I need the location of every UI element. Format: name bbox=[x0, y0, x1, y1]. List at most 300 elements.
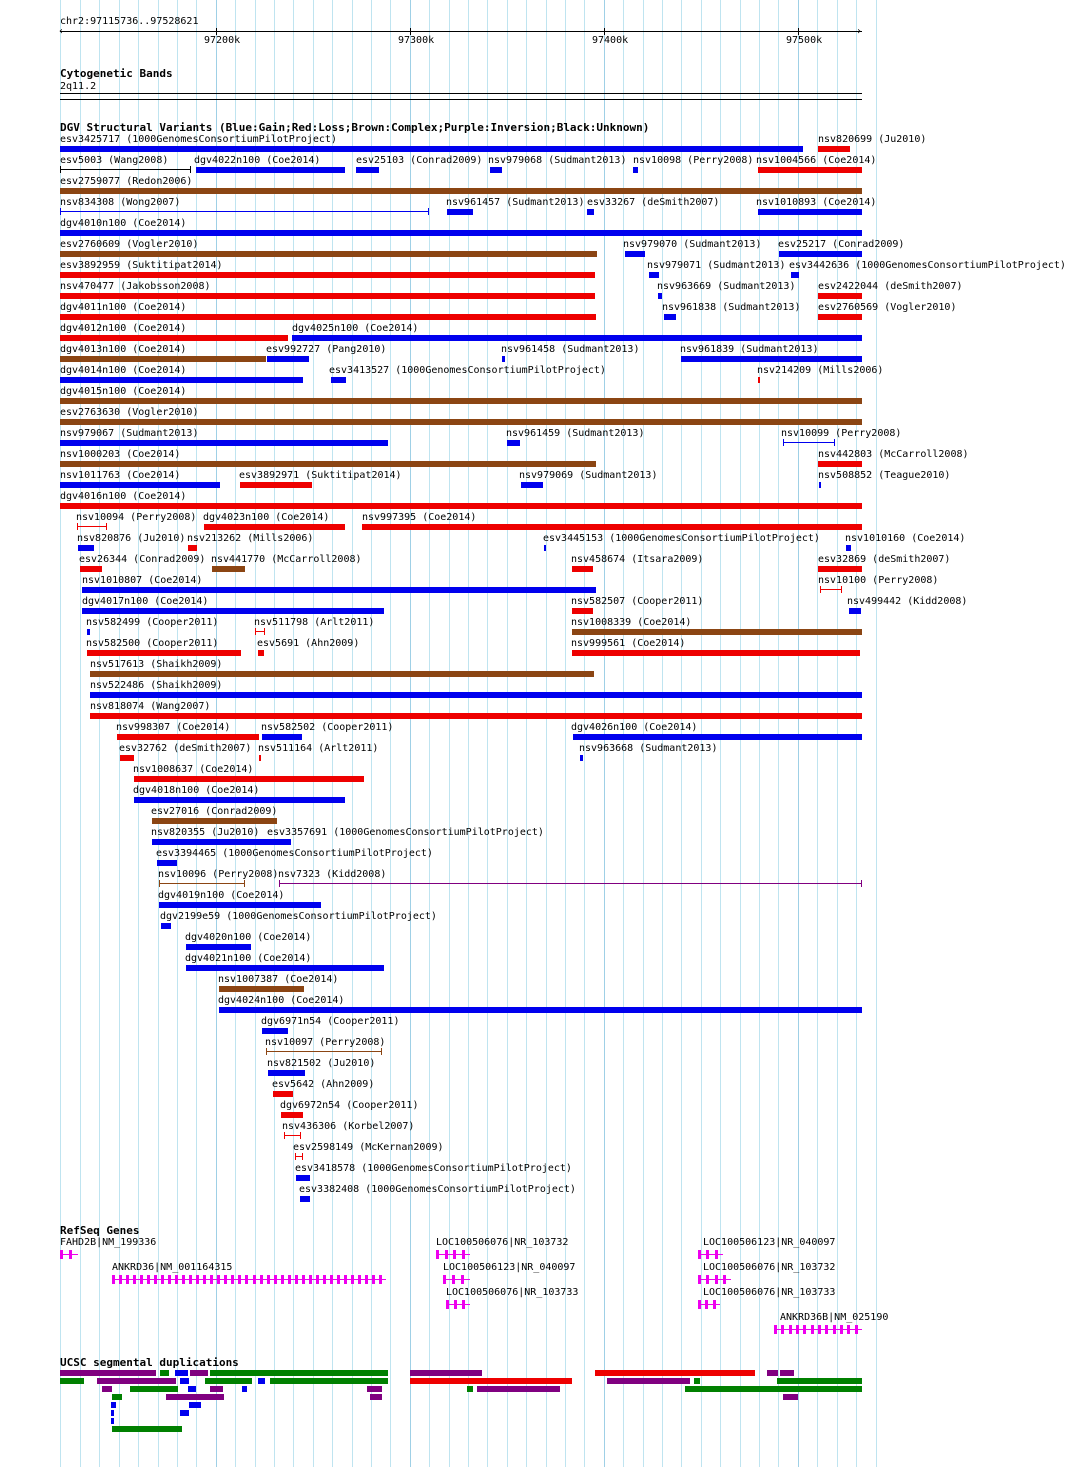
dgv-feature-bar[interactable] bbox=[331, 377, 346, 383]
segdup-feature[interactable] bbox=[205, 1378, 252, 1384]
dgv-feature-label[interactable]: esv2422044 (deSmith2007) bbox=[818, 281, 963, 292]
dgv-feature-label[interactable]: esv3394465 (1000GenomesConsortiumPilotProject) bbox=[156, 848, 433, 859]
refseq-exon bbox=[253, 1275, 256, 1284]
refseq-gene-intron[interactable] bbox=[698, 1254, 723, 1255]
dgv-feature-label[interactable]: nsv441770 (McCarroll2008) bbox=[211, 554, 362, 565]
dgv-feature-label[interactable]: nsv582500 (Cooper2011) bbox=[86, 638, 219, 649]
dgv-feature-end-tick bbox=[284, 1132, 285, 1139]
dgv-feature-bar[interactable] bbox=[846, 545, 851, 551]
dgv-feature-end-tick bbox=[295, 1153, 296, 1160]
grid-line bbox=[352, 0, 353, 1467]
dgv-feature-bar[interactable] bbox=[818, 314, 862, 320]
dgv-feature-end-tick bbox=[60, 208, 61, 215]
dgv-feature-label[interactable]: esv3442636 (1000GenomesConsortiumPilotProject) bbox=[789, 260, 1066, 271]
dgv-feature-bar[interactable] bbox=[186, 944, 251, 950]
dgv-feature-end-tick bbox=[264, 628, 265, 635]
dgv-feature-bar[interactable] bbox=[117, 734, 259, 740]
dgv-feature-bar[interactable] bbox=[120, 755, 134, 761]
dgv-feature-label[interactable]: nsv961459 (Sudmant2013) bbox=[506, 428, 645, 439]
dgv-feature-label[interactable]: dgv4025n100 (Coe2014) bbox=[292, 323, 419, 334]
dgv-feature-bar[interactable] bbox=[204, 524, 345, 530]
dgv-feature-label[interactable]: nsv963668 (Sudmant2013) bbox=[579, 743, 718, 754]
dgv-feature-label[interactable]: nsv470477 (Jakobsson2008) bbox=[60, 281, 211, 292]
segdup-feature[interactable] bbox=[270, 1378, 388, 1384]
segdup-feature[interactable] bbox=[783, 1394, 798, 1400]
dgv-feature-bar[interactable] bbox=[161, 923, 171, 929]
dgv-feature-bar[interactable] bbox=[273, 1091, 293, 1097]
dgv-feature-label[interactable]: esv3413527 (1000GenomesConsortiumPilotProject) bbox=[329, 365, 606, 376]
refseq-gene-label[interactable]: LOC100506076|NR_103733 bbox=[446, 1287, 579, 1298]
dgv-feature-label[interactable]: esv3357691 (1000GenomesConsortiumPilotProject) bbox=[267, 827, 544, 838]
segdup-feature[interactable] bbox=[477, 1386, 560, 1392]
dgv-feature-label[interactable]: esv25217 (Conrad2009) bbox=[778, 239, 905, 250]
segdup-feature[interactable] bbox=[112, 1394, 122, 1400]
dgv-feature-bar[interactable] bbox=[80, 566, 102, 572]
dgv-feature-label[interactable]: nsv10100 (Perry2008) bbox=[818, 575, 939, 586]
dgv-feature-bar[interactable] bbox=[219, 1007, 862, 1013]
refseq-exon bbox=[818, 1325, 821, 1334]
dgv-feature-bar[interactable] bbox=[90, 692, 862, 698]
dgv-feature-bar[interactable] bbox=[572, 629, 862, 635]
dgv-feature-bar[interactable] bbox=[356, 167, 379, 173]
dgv-feature-bar[interactable] bbox=[521, 482, 543, 488]
refseq-exon bbox=[260, 1275, 263, 1284]
dgv-feature-label[interactable]: nsv1010893 (Coe2014) bbox=[756, 197, 877, 208]
dgv-feature-bar[interactable] bbox=[572, 608, 593, 614]
dgv-feature-bar[interactable] bbox=[159, 883, 245, 884]
dgv-feature-bar[interactable] bbox=[87, 629, 90, 635]
refseq-exon bbox=[698, 1275, 701, 1284]
segdup-feature[interactable] bbox=[111, 1402, 116, 1408]
dgv-feature-bar[interactable] bbox=[134, 797, 345, 803]
dgv-feature-bar[interactable] bbox=[262, 1028, 288, 1034]
dgv-feature-bar[interactable] bbox=[60, 482, 220, 488]
refseq-exon bbox=[855, 1325, 858, 1334]
segdup-feature[interactable] bbox=[188, 1386, 196, 1392]
dgv-feature-bar[interactable] bbox=[82, 608, 384, 614]
dgv-feature-label[interactable]: nsv818074 (Wang2007) bbox=[90, 701, 211, 712]
dgv-feature-bar[interactable] bbox=[649, 272, 659, 278]
dgv-feature-bar[interactable] bbox=[779, 251, 862, 257]
dgv-feature-bar[interactable] bbox=[447, 209, 473, 215]
dgv-feature-label[interactable]: dgv4011n100 (Coe2014) bbox=[60, 302, 187, 313]
dgv-feature-bar[interactable] bbox=[87, 650, 241, 656]
dgv-feature-label[interactable]: nsv979069 (Sudmant2013) bbox=[519, 470, 658, 481]
dgv-feature-label[interactable]: dgv4021n100 (Coe2014) bbox=[185, 953, 312, 964]
dgv-feature-bar[interactable] bbox=[758, 377, 760, 383]
dgv-feature-bar[interactable] bbox=[188, 545, 197, 551]
dgv-feature-bar[interactable] bbox=[791, 272, 799, 278]
refseq-exon bbox=[698, 1300, 701, 1309]
dgv-feature-label[interactable]: esv2598149 (McKernan2009) bbox=[293, 1142, 444, 1153]
dgv-feature-label[interactable]: nsv442803 (McCarroll2008) bbox=[818, 449, 969, 460]
dgv-feature-bar[interactable] bbox=[507, 440, 520, 446]
dgv-feature-label[interactable]: esv32869 (deSmith2007) bbox=[818, 554, 951, 565]
dgv-feature-label[interactable]: dgv4014n100 (Coe2014) bbox=[60, 365, 187, 376]
dgv-feature-label[interactable]: esv26344 (Conrad2009) bbox=[79, 554, 206, 565]
dgv-feature-label[interactable]: esv27016 (Conrad2009) bbox=[151, 806, 278, 817]
dgv-feature-end-tick bbox=[244, 880, 245, 887]
dgv-feature-label[interactable]: nsv1008637 (Coe2014) bbox=[133, 764, 254, 775]
dgv-feature-bar[interactable] bbox=[60, 169, 191, 170]
dgv-feature-bar[interactable] bbox=[818, 461, 862, 467]
refseq-exon bbox=[203, 1275, 206, 1284]
dgv-feature-label[interactable]: nsv511798 (Arlt2011) bbox=[254, 617, 375, 628]
dgv-feature-bar[interactable] bbox=[82, 587, 596, 593]
refseq-exon bbox=[789, 1325, 792, 1334]
dgv-feature-label[interactable]: esv3382408 (1000GenomesConsortiumPilotProject) bbox=[299, 1184, 576, 1195]
dgv-feature-label[interactable]: dgv4026n100 (Coe2014) bbox=[571, 722, 698, 733]
dgv-feature-label[interactable]: nsv979070 (Sudmant2013) bbox=[623, 239, 762, 250]
dgv-feature-bar[interactable] bbox=[152, 818, 277, 824]
dgv-feature-label[interactable]: nsv1004566 (Coe2014) bbox=[756, 155, 877, 166]
dgv-feature-bar[interactable] bbox=[573, 734, 862, 740]
dgv-feature-bar[interactable] bbox=[544, 545, 546, 551]
dgv-feature-label[interactable]: nsv10098 (Perry2008) bbox=[633, 155, 754, 166]
dgv-feature-label[interactable]: dgv4022n100 (Coe2014) bbox=[194, 155, 321, 166]
dgv-feature-bar[interactable] bbox=[196, 167, 345, 173]
refseq-exon bbox=[133, 1275, 136, 1284]
dgv-feature-label[interactable]: nsv834308 (Wong2007) bbox=[60, 197, 181, 208]
segdup-feature[interactable] bbox=[97, 1378, 176, 1384]
refseq-exon bbox=[358, 1275, 361, 1284]
dgv-feature-label[interactable]: dgv4010n100 (Coe2014) bbox=[60, 218, 187, 229]
refseq-exon bbox=[309, 1275, 312, 1284]
dgv-feature-label[interactable]: nsv582507 (Cooper2011) bbox=[571, 596, 704, 607]
dgv-feature-bar[interactable] bbox=[240, 482, 312, 488]
dgv-feature-bar[interactable] bbox=[267, 356, 309, 362]
segdup-feature[interactable] bbox=[180, 1410, 189, 1416]
dgv-feature-bar[interactable] bbox=[490, 167, 502, 173]
dgv-feature-label[interactable]: nsv1000203 (Coe2014) bbox=[60, 449, 181, 460]
dgv-feature-label[interactable]: nsv963669 (Sudmant2013) bbox=[657, 281, 796, 292]
dgv-feature-label[interactable]: nsv1010807 (Coe2014) bbox=[82, 575, 203, 586]
refseq-gene-label[interactable]: ANKRD36|NM_001164315 bbox=[112, 1262, 233, 1273]
dgv-feature-label[interactable]: nsv511164 (Arlt2011) bbox=[258, 743, 379, 754]
dgv-feature-label[interactable]: nsv10099 (Perry2008) bbox=[781, 428, 902, 439]
dgv-feature-bar[interactable] bbox=[681, 356, 862, 362]
dgv-feature-label[interactable]: esv2763630 (Vogler2010) bbox=[60, 407, 199, 418]
ruler-tick-label: 97400k bbox=[592, 35, 629, 46]
refseq-exon bbox=[60, 1250, 63, 1259]
refseq-track-title: RefSeq Genes bbox=[60, 1224, 140, 1237]
dgv-feature-label[interactable]: dgv4019n100 (Coe2014) bbox=[158, 890, 285, 901]
refseq-gene-label[interactable]: LOC100506123|NR_040097 bbox=[443, 1262, 576, 1273]
dgv-feature-label[interactable]: nsv979067 (Sudmant2013) bbox=[60, 428, 199, 439]
segdup-feature[interactable] bbox=[60, 1378, 84, 1384]
dgv-feature-label[interactable]: nsv7323 (Kidd2008) bbox=[278, 869, 387, 880]
dgv-feature-label[interactable]: nsv820699 (Ju2010) bbox=[818, 134, 927, 145]
dgv-feature-label[interactable]: esv3892959 (Suktitipat2014) bbox=[60, 260, 223, 271]
dgv-feature-bar[interactable] bbox=[281, 1112, 303, 1118]
dgv-feature-bar[interactable] bbox=[60, 188, 862, 194]
dgv-feature-bar[interactable] bbox=[818, 293, 862, 299]
dgv-feature-label[interactable]: esv5642 (Ahn2009) bbox=[272, 1079, 375, 1090]
refseq-gene-label[interactable]: LOC100506123|NR_040097 bbox=[703, 1237, 836, 1248]
dgv-feature-bar[interactable] bbox=[212, 566, 245, 572]
dgv-feature-bar[interactable] bbox=[60, 230, 862, 236]
dgv-feature-bar[interactable] bbox=[758, 209, 862, 215]
dgv-feature-label[interactable]: dgv4012n100 (Coe2014) bbox=[60, 323, 187, 334]
segdup-feature[interactable] bbox=[175, 1370, 188, 1376]
dgv-feature-label[interactable]: dgv4017n100 (Coe2014) bbox=[82, 596, 209, 607]
dgv-feature-label[interactable]: nsv582499 (Cooper2011) bbox=[86, 617, 219, 628]
dgv-feature-bar[interactable] bbox=[60, 211, 429, 212]
dgv-feature-bar[interactable] bbox=[60, 440, 388, 446]
dgv-feature-label[interactable]: esv992727 (Pang2010) bbox=[266, 344, 387, 355]
dgv-feature-label[interactable]: nsv1011763 (Coe2014) bbox=[60, 470, 181, 481]
refseq-exon bbox=[698, 1250, 701, 1259]
refseq-exon bbox=[245, 1275, 248, 1284]
segdup-feature[interactable] bbox=[685, 1386, 862, 1392]
segdup-feature[interactable] bbox=[112, 1426, 182, 1432]
segdup-feature[interactable] bbox=[410, 1370, 482, 1376]
dgv-feature-label[interactable]: nsv508852 (Teague2010) bbox=[818, 470, 951, 481]
dgv-feature-label[interactable]: nsv582502 (Cooper2011) bbox=[261, 722, 394, 733]
refseq-exon bbox=[316, 1275, 319, 1284]
dgv-feature-bar[interactable] bbox=[60, 335, 288, 341]
dgv-feature-label[interactable]: nsv821502 (Ju2010) bbox=[267, 1058, 376, 1069]
dgv-feature-bar[interactable] bbox=[279, 883, 862, 884]
segdup-feature[interactable] bbox=[370, 1394, 382, 1400]
dgv-feature-bar[interactable] bbox=[296, 1175, 310, 1181]
dgv-feature-bar[interactable] bbox=[284, 1135, 301, 1136]
segdup-feature[interactable] bbox=[410, 1378, 572, 1384]
segdup-feature[interactable] bbox=[180, 1378, 189, 1384]
dgv-feature-label[interactable]: dgv4024n100 (Coe2014) bbox=[218, 995, 345, 1006]
dgv-feature-label[interactable]: esv25103 (Conrad2009) bbox=[356, 155, 483, 166]
refseq-exon bbox=[274, 1275, 277, 1284]
dgv-feature-bar[interactable] bbox=[664, 314, 676, 320]
dgv-feature-label[interactable]: nsv522486 (Shaikh2009) bbox=[90, 680, 223, 691]
dgv-feature-label[interactable]: nsv820355 (Ju2010) bbox=[151, 827, 260, 838]
segdup-feature[interactable] bbox=[166, 1394, 224, 1400]
refseq-gene-label[interactable]: FAHD2B|NM_199336 bbox=[60, 1237, 157, 1248]
dgv-feature-label[interactable]: nsv999561 (Coe2014) bbox=[571, 638, 686, 649]
dgv-feature-bar[interactable] bbox=[60, 272, 595, 278]
dgv-feature-label[interactable]: dgv4018n100 (Coe2014) bbox=[133, 785, 260, 796]
dgv-feature-label[interactable]: nsv10094 (Perry2008) bbox=[76, 512, 197, 523]
segdup-feature[interactable] bbox=[210, 1370, 388, 1376]
dgv-feature-bar[interactable] bbox=[572, 566, 593, 572]
dgv-feature-end-tick bbox=[60, 166, 61, 173]
dgv-feature-bar[interactable] bbox=[580, 755, 583, 761]
dgv-feature-bar[interactable] bbox=[152, 839, 268, 845]
dgv-feature-end-tick bbox=[255, 628, 256, 635]
ruler-tick-label: 97500k bbox=[786, 35, 823, 46]
dgv-feature-bar[interactable] bbox=[292, 335, 862, 341]
refseq-exon bbox=[69, 1250, 72, 1259]
dgv-feature-label[interactable]: dgv2199e59 (1000GenomesConsortiumPilotProject) bbox=[160, 911, 437, 922]
dgv-feature-label[interactable]: nsv458674 (Itsara2009) bbox=[571, 554, 704, 565]
dgv-feature-bar[interactable] bbox=[78, 545, 94, 551]
dgv-feature-label[interactable]: nsv10097 (Perry2008) bbox=[265, 1037, 386, 1048]
dgv-feature-bar[interactable] bbox=[60, 314, 596, 320]
segdup-feature[interactable] bbox=[467, 1386, 473, 1392]
dgv-feature-bar[interactable] bbox=[262, 734, 302, 740]
dgv-feature-label[interactable]: esv3425717 (1000GenomesConsortiumPilotProject) bbox=[60, 134, 337, 145]
segdup-feature[interactable] bbox=[595, 1370, 755, 1376]
dgv-feature-bar[interactable] bbox=[159, 902, 321, 908]
ruler-right-arrow: › bbox=[856, 26, 863, 37]
segdup-feature[interactable] bbox=[210, 1386, 223, 1392]
refseq-gene-intron[interactable] bbox=[443, 1279, 470, 1280]
refseq-exon bbox=[126, 1275, 129, 1284]
dgv-feature-label[interactable]: nsv10096 (Perry2008) bbox=[158, 869, 279, 880]
dgv-feature-label[interactable]: nsv214209 (Mills2006) bbox=[757, 365, 884, 376]
dgv-feature-bar[interactable] bbox=[60, 503, 862, 509]
dgv-feature-bar[interactable] bbox=[259, 755, 261, 761]
segdup-feature[interactable] bbox=[777, 1378, 862, 1384]
segdup-feature[interactable] bbox=[102, 1386, 112, 1392]
dgv-feature-bar[interactable] bbox=[90, 713, 862, 719]
dgv-feature-bar[interactable] bbox=[60, 377, 303, 383]
refseq-exon bbox=[302, 1275, 305, 1284]
dgv-feature-label[interactable]: esv2760569 (Vogler2010) bbox=[818, 302, 957, 313]
dgv-feature-bar[interactable] bbox=[268, 1070, 305, 1076]
dgv-feature-label[interactable]: dgv4023n100 (Coe2014) bbox=[203, 512, 330, 523]
refseq-exon bbox=[189, 1275, 192, 1284]
dgv-feature-label[interactable]: nsv1007387 (Coe2014) bbox=[218, 974, 339, 985]
dgv-feature-bar[interactable] bbox=[186, 965, 384, 971]
cytogenetic-bands-title: Cytogenetic Bands bbox=[60, 67, 173, 80]
dgv-feature-bar[interactable] bbox=[300, 1196, 310, 1202]
dgv-feature-bar[interactable] bbox=[820, 589, 842, 590]
dgv-feature-bar[interactable] bbox=[60, 251, 597, 257]
dgv-feature-label[interactable]: esv2759077 (Redon2006) bbox=[60, 176, 193, 187]
dgv-feature-bar[interactable] bbox=[134, 776, 364, 782]
dgv-feature-label[interactable]: nsv213262 (Mills2006) bbox=[187, 533, 314, 544]
dgv-feature-bar[interactable] bbox=[60, 398, 862, 404]
dgv-feature-label[interactable]: esv32762 (deSmith2007) bbox=[119, 743, 252, 754]
dgv-feature-bar[interactable] bbox=[849, 608, 861, 614]
dgv-feature-label[interactable]: esv5691 (Ahn2009) bbox=[257, 638, 360, 649]
segdup-feature[interactable] bbox=[189, 1402, 201, 1408]
dgv-feature-bar[interactable] bbox=[818, 566, 862, 572]
segdup-feature[interactable] bbox=[242, 1386, 247, 1392]
segdup-feature[interactable] bbox=[130, 1386, 178, 1392]
refseq-gene-intron[interactable] bbox=[698, 1304, 720, 1305]
dgv-feature-label[interactable]: nsv961838 (Sudmant2013) bbox=[662, 302, 801, 313]
dgv-feature-bar[interactable] bbox=[587, 209, 594, 215]
segdup-feature[interactable] bbox=[694, 1378, 700, 1384]
dgv-feature-bar[interactable] bbox=[60, 146, 803, 152]
dgv-feature-bar[interactable] bbox=[60, 293, 595, 299]
dgv-feature-bar[interactable] bbox=[758, 167, 862, 173]
dgv-feature-bar[interactable] bbox=[60, 419, 862, 425]
dgv-feature-label[interactable]: dgv6972n54 (Cooper2011) bbox=[280, 1100, 419, 1111]
dgv-feature-end-tick bbox=[428, 208, 429, 215]
dgv-feature-label[interactable]: esv5003 (Wang2008) bbox=[60, 155, 169, 166]
dgv-feature-bar[interactable] bbox=[258, 650, 264, 656]
dgv-feature-label[interactable]: esv3892971 (Suktitipat2014) bbox=[239, 470, 402, 481]
dgv-feature-bar[interactable] bbox=[572, 650, 860, 656]
refseq-gene-label[interactable]: LOC100506076|NR_103733 bbox=[703, 1287, 836, 1298]
dgv-feature-label[interactable]: dgv4013n100 (Coe2014) bbox=[60, 344, 187, 355]
segdup-feature[interactable] bbox=[60, 1370, 156, 1376]
refseq-exon bbox=[372, 1275, 375, 1284]
dgv-feature-label[interactable]: nsv997395 (Coe2014) bbox=[362, 512, 477, 523]
dgv-feature-bar[interactable] bbox=[219, 986, 304, 992]
dgv-feature-end-tick bbox=[300, 1132, 301, 1139]
refseq-exon bbox=[452, 1275, 455, 1284]
refseq-exon bbox=[337, 1275, 340, 1284]
dgv-feature-label[interactable]: dgv4015n100 (Coe2014) bbox=[60, 386, 187, 397]
dgv-feature-bar[interactable] bbox=[658, 293, 662, 299]
refseq-exon bbox=[781, 1325, 784, 1334]
dgv-feature-bar[interactable] bbox=[90, 671, 594, 677]
dgv-feature-label[interactable]: nsv1008339 (Coe2014) bbox=[571, 617, 692, 628]
dgv-feature-label[interactable]: nsv820876 (Ju2010) bbox=[77, 533, 186, 544]
dgv-feature-label[interactable]: esv3445153 (1000GenomesConsortiumPilotProject) bbox=[543, 533, 820, 544]
segdup-feature[interactable] bbox=[607, 1378, 690, 1384]
dgv-feature-bar[interactable] bbox=[157, 860, 177, 866]
dgv-feature-label[interactable]: nsv961839 (Sudmant2013) bbox=[680, 344, 819, 355]
dgv-feature-end-tick bbox=[783, 439, 784, 446]
dgv-feature-label[interactable]: nsv961458 (Sudmant2013) bbox=[501, 344, 640, 355]
segdup-feature[interactable] bbox=[367, 1386, 382, 1392]
dgv-feature-label[interactable]: nsv979068 (Sudmant2013) bbox=[488, 155, 627, 166]
dgv-feature-label[interactable]: nsv517613 (Shaikh2009) bbox=[90, 659, 223, 670]
grid-line bbox=[429, 0, 430, 1467]
segdup-feature[interactable] bbox=[190, 1370, 208, 1376]
dgv-feature-end-tick bbox=[159, 880, 160, 887]
segdup-feature[interactable] bbox=[780, 1370, 794, 1376]
dgv-feature-end-tick bbox=[279, 880, 280, 887]
dgv-feature-label[interactable]: esv2760609 (Vogler2010) bbox=[60, 239, 199, 250]
dgv-feature-label[interactable]: nsv961457 (Sudmant2013) bbox=[446, 197, 585, 208]
dgv-feature-label[interactable]: nsv998307 (Coe2014) bbox=[116, 722, 231, 733]
grid-line bbox=[313, 0, 314, 1467]
refseq-exon bbox=[715, 1250, 718, 1259]
dgv-feature-label[interactable]: esv3418578 (1000GenomesConsortiumPilotProject) bbox=[295, 1163, 572, 1174]
dgv-feature-label[interactable]: dgv4020n100 (Coe2014) bbox=[185, 932, 312, 943]
segdup-feature[interactable] bbox=[258, 1378, 265, 1384]
refseq-exon bbox=[112, 1275, 115, 1284]
refseq-gene-intron[interactable] bbox=[446, 1304, 470, 1305]
dgv-feature-label[interactable]: esv33267 (deSmith2007) bbox=[587, 197, 720, 208]
dgv-feature-bar[interactable] bbox=[819, 482, 821, 488]
dgv-feature-bar[interactable] bbox=[818, 146, 850, 152]
dgv-feature-bar[interactable] bbox=[268, 839, 291, 845]
dgv-feature-label[interactable]: nsv436306 (Korbel2007) bbox=[282, 1121, 415, 1132]
dgv-feature-bar[interactable] bbox=[362, 524, 862, 530]
dgv-feature-bar[interactable] bbox=[625, 251, 645, 257]
dgv-feature-bar[interactable] bbox=[60, 461, 596, 467]
refseq-gene-label[interactable]: LOC100506076|NR_103732 bbox=[703, 1262, 836, 1273]
dgv-feature-bar[interactable] bbox=[77, 526, 107, 527]
dgv-feature-bar[interactable] bbox=[633, 167, 638, 173]
segdup-feature[interactable] bbox=[160, 1370, 169, 1376]
dgv-feature-end-tick bbox=[190, 166, 191, 173]
segdup-feature[interactable] bbox=[111, 1418, 114, 1424]
dgv-feature-label[interactable]: nsv1010160 (Coe2014) bbox=[845, 533, 966, 544]
dgv-feature-bar[interactable] bbox=[266, 1051, 382, 1052]
refseq-gene-label[interactable]: ANKRD36B|NM_025190 bbox=[780, 1312, 889, 1323]
dgv-feature-label[interactable]: dgv6971n54 (Cooper2011) bbox=[261, 1016, 400, 1027]
dgv-feature-label[interactable]: nsv499442 (Kidd2008) bbox=[847, 596, 968, 607]
segdup-feature[interactable] bbox=[111, 1410, 114, 1416]
refseq-gene-label[interactable]: LOC100506076|NR_103732 bbox=[436, 1237, 569, 1248]
dgv-feature-label[interactable]: dgv4016n100 (Coe2014) bbox=[60, 491, 187, 502]
dgv-feature-bar[interactable] bbox=[502, 356, 505, 362]
segdup-feature[interactable] bbox=[767, 1370, 778, 1376]
dgv-feature-bar[interactable] bbox=[60, 356, 266, 362]
refseq-exon bbox=[713, 1300, 716, 1309]
dgv-feature-bar[interactable] bbox=[783, 442, 835, 443]
dgv-feature-label[interactable]: nsv979071 (Sudmant2013) bbox=[647, 260, 786, 271]
cytoband-label: 2q11.2 bbox=[60, 81, 97, 92]
